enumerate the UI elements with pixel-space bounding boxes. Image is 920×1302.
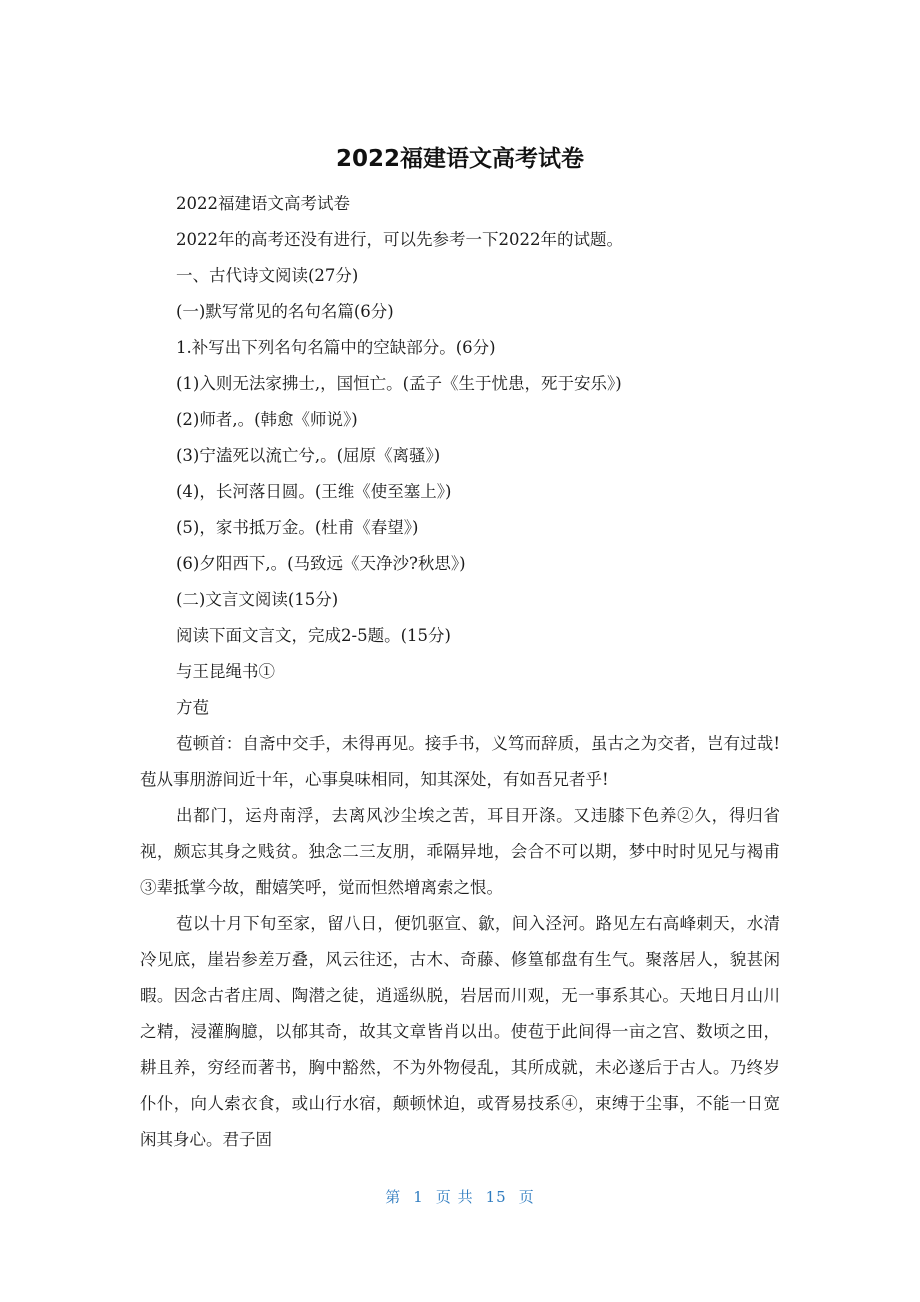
question-item: (2)师者,。(韩愈《师说》) [176,410,358,429]
section-heading: 一、古代诗文阅读(27分) [176,266,359,285]
question-item: (5)，家书抵万金。(杜甫《春望》) [176,518,419,537]
passage-paragraph: 出都门，运舟南浮，去离风沙尘埃之苦，耳目开涤。又违膝下色养②久，得归省视，颇忘其身之贱贫。独念二三友朋，乖隔异地，会合不可以期，梦中时时见兄与褐甫③辈抵掌今故，酣嬉笑呼，觉而怛然增离索之恨。 [140,806,780,897]
question-item: (4)，长河落日圆。(王维《使至塞上》) [176,482,452,501]
question-item: (6)夕阳西下,。(马致远《天净沙?秋思》) [176,554,466,573]
page-footer [0,1186,920,1207]
question-item: (3)宁溘死以流亡兮,。(屈原《离骚》) [176,446,441,465]
passage-author: 方苞 [176,698,209,717]
passage-paragraph: 苞以十月下旬至家，留八日，便饥驱宣、歙，间入泾河。路见左右高峰刺天，水清冷见底，崖岩参差万叠，风云往还，古木、奇藤、修篁郁盘有生气。聚落居人，貌甚闲暇。因念古者庄周、陶潜之徒，逍遥纵脱，岩居而川观，无一事系其心。天地日月山川之精，浸灌胸臆，以郁其奇，故其文章皆肖以出。使苞于此间得一亩之宫、数顷之田，耕且养，穷经而著书，胸中豁然，不为外物侵乱，其所成就，未必遂后于古人。乃终岁仆仆，向人索衣食，或山行水宿，颠顿怵迫，或胥易技系④，束缚于尘事，不能一日宽闲其身心。君子固 [140,914,780,1149]
text-line: 2022福建语文高考试卷 [176,194,350,213]
text-line: 2022年的高考还没有进行，可以先参考一下2022年的试题。 [176,230,623,249]
document-title: 2022福建语文高考试卷 [335,146,584,172]
passage-title: 与王昆绳书① [176,662,275,681]
question-line: 1.补写出下列名句名篇中的空缺部分。(6分) [176,338,496,357]
subsection-heading: (一)默写常见的名句名篇(6分) [176,302,394,321]
instruction-line: 阅读下面文言文，完成2-5题。(15分) [176,626,451,645]
footer-ye: 页 [518,1188,535,1206]
footer-di: 第 [385,1188,402,1206]
document-body [140,186,780,1158]
footer-ye-gong: 页 共 [435,1188,474,1206]
footer-total-pages: 15 [485,1188,507,1206]
passage-paragraph: 苞顿首：自斋中交手，未得再见。接手书，义笃而辞质，虽古之为交者，岂有过哉!苞从事朋游间近十年，心事臭味相同，知其深处，有如吾兄者乎! [140,734,780,789]
subsection-heading: (二)文言文阅读(15分) [176,590,339,609]
question-item: (1)入则无法家拂士,，国恒亡。(孟子《生于忧患，死于安乐》) [176,374,622,393]
footer-page-number: 1 [413,1188,424,1206]
